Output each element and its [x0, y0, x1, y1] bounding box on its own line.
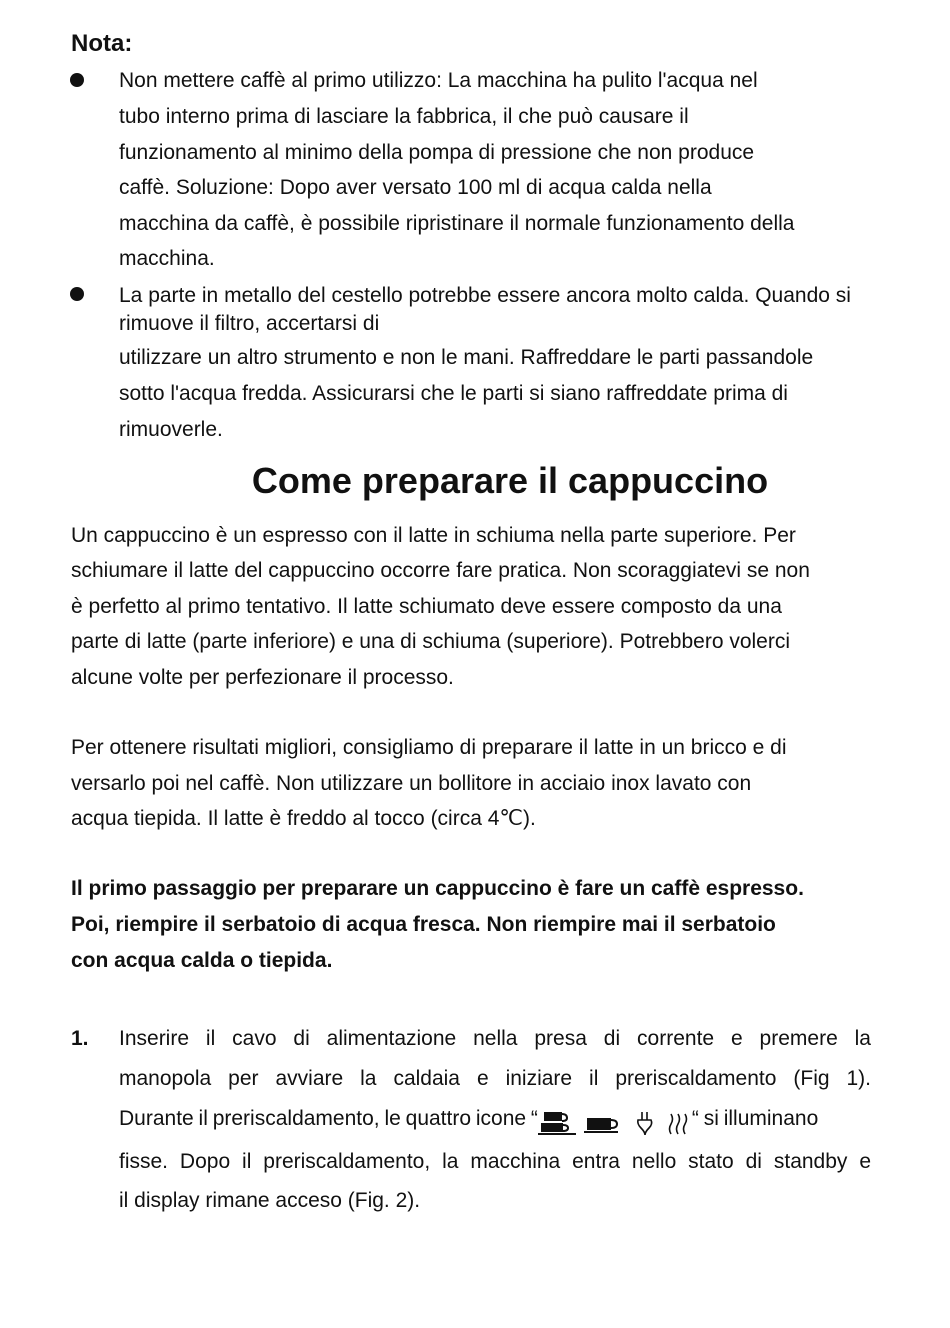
note-item-1-line: caffè. Soluzione: Dopo aver versato 100 ml di acqua calda nella: [119, 176, 712, 199]
single-cup-icon: [582, 1110, 622, 1136]
paragraph-1-line: schiumare il latte del cappuccino occorre fare pratica. Non scoraggiatevi se non: [71, 559, 810, 582]
step-1-text: “ si illuminano: [691, 1107, 819, 1130]
note-item-2-line: rimuove il filtro, accertarsi di: [119, 312, 380, 335]
paragraph-1-line: parte di latte (parte inferiore) e una di schiuma (superiore). Potrebbero volerci: [71, 630, 791, 653]
note-item-2-line: utilizzare un altro strumento e non le mani. Raffreddare le parti passandole: [119, 346, 814, 369]
status-icons: [538, 1110, 692, 1136]
note-item-1-line: tubo interno prima di lasciare la fabbrica, il che può causare il: [119, 105, 689, 128]
paragraph-2-line: Per ottenere risultati migliori, consigliamo di preparare il latte in un bricco e di: [71, 736, 787, 759]
paragraph-1-line: alcune volte per perfezionare il processo.: [71, 666, 454, 689]
paragraph-2-line: acqua tiepida. Il latte è freddo al tocco (circa 4℃).: [71, 807, 536, 830]
step-1-line: Inserire il cavo di alimentazione nella presa di corrente e premere la: [119, 1027, 871, 1050]
note-item-1-line: macchina da caffè, è possibile ripristinare il normale funzionamento della: [119, 212, 795, 235]
step-1-line: fisse. Dopo il preriscaldamento, la macchina entra nello stato di standby e: [119, 1150, 871, 1173]
step-1-line: il display rimane acceso (Fig. 2).: [119, 1189, 421, 1212]
note-item-1-line: Non mettere caffè al primo utilizzo: La macchina ha pulito l'acqua nel: [119, 69, 758, 92]
note-bullet: [70, 73, 84, 87]
double-cup-icon: [538, 1110, 582, 1136]
note-item-2-line: sotto l'acqua fredda. Assicurarsi che le parti si siano raffreddate prima di: [119, 382, 788, 405]
bold-paragraph-line: con acqua calda o tiepida.: [71, 949, 333, 972]
step-1-icons-line: [119, 1106, 818, 1136]
hot-water-icon: [632, 1110, 658, 1136]
note-item-1-line: funzionamento al minimo della pompa di pressione che non produce: [119, 141, 755, 164]
bold-paragraph-line: Il primo passaggio per preparare un cappuccino è fare un caffè espresso.: [71, 877, 804, 900]
note-item-1-line: macchina.: [119, 247, 215, 270]
note-title: Nota:: [71, 30, 133, 57]
paragraph-1-line: è perfetto al primo tentativo. Il latte schiumato deve essere composto da una: [71, 595, 782, 618]
step-1-line: manopola per avviare la caldaia e iniziare il preriscaldamento (Fig 1).: [119, 1067, 871, 1090]
bold-paragraph-line: Poi, riempire il serbatoio di acqua fresca. Non riempire mai il serbatoio: [71, 913, 776, 936]
note-bullet: [70, 287, 84, 301]
paragraph-2-line: versarlo poi nel caffè. Non utilizzare un bollitore in acciaio inox lavato con: [71, 772, 752, 795]
note-item-2-line: rimuoverle.: [119, 418, 223, 441]
step-number: 1.: [71, 1027, 89, 1050]
steam-icon: [666, 1110, 692, 1136]
note-item-2-line: La parte in metallo del cestello potrebbe essere ancora molto calda. Quando si: [119, 284, 851, 307]
paragraph-1-line: Un cappuccino è un espresso con il latte in schiuma nella parte superiore. Per: [71, 524, 796, 547]
step-1-text: Durante il preriscaldamento, le quattro icone “: [119, 1107, 538, 1130]
section-heading: Come preparare il cappuccino: [251, 460, 769, 501]
